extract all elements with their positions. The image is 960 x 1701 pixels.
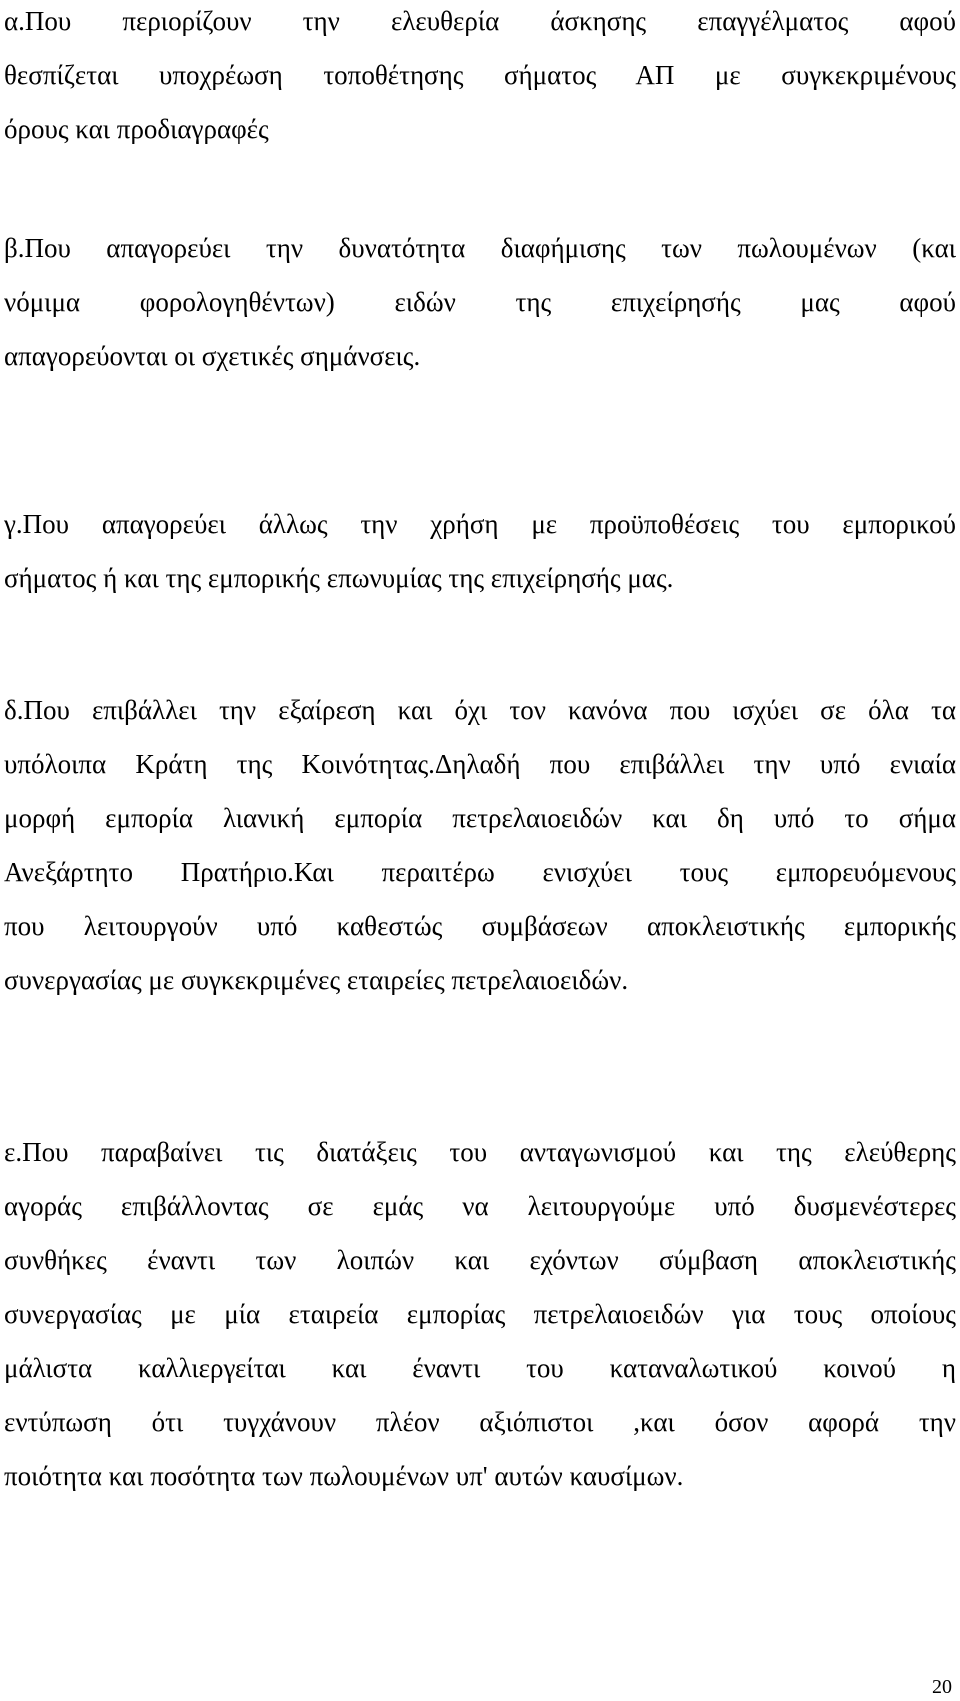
text-line: σήματος ή και της εμπορικής επωνυμίας της επιχείρησής μας. — [4, 563, 674, 593]
text-line: μορφή εμπορία λιανική εμπορία πετρελαιοειδών και δη υπό το σήμα — [4, 803, 956, 833]
text-line: β.Που απαγορεύει την δυνατότητα διαφήμισης των πωλουμένων (και — [4, 233, 956, 263]
paragraph-b — [4, 221, 956, 383]
text-line: γ.Που απαγορεύει άλλως την χρήση με προϋποθέσεις του εμπορικού — [4, 509, 956, 539]
text-line: συνθήκες έναντι των λοιπών και εχόντων σύμβαση αποκλειστικής — [4, 1245, 956, 1275]
paragraph-e — [4, 1125, 956, 1503]
text-line: δ.Που επιβάλλει την εξαίρεση και όχι τον κανόνα που ισχύει σε όλα τα — [4, 695, 956, 725]
paragraph-c — [4, 497, 956, 605]
text-line: εντύπωση ότι τυγχάνουν πλέον αξιόπιστοι ,και όσον αφορά την — [4, 1407, 956, 1437]
paragraph-a — [4, 0, 956, 156]
text-line: ε.Που παραβαίνει τις διατάξεις του ανταγωνισμού και της ελεύθερης — [4, 1137, 956, 1167]
text-line: νόμιμα φορολογηθέντων) ειδών της επιχείρησής μας αφού — [4, 287, 956, 317]
text-line: ποιότητα και ποσότητα των πωλουμένων υπ' αυτών καυσίμων. — [4, 1461, 684, 1491]
text-line: Ανεξάρτητο Πρατήριο.Και περαιτέρω ενισχύει τους εμπορευόμενους — [4, 857, 956, 887]
text-line: απαγορεύονται οι σχετικές σημάνσεις. — [4, 341, 421, 371]
text-line: αγοράς επιβάλλοντας σε εμάς να λειτουργούμε υπό δυσμενέστερες — [4, 1191, 956, 1221]
text-line: συνεργασίας με μία εταιρεία εμπορίας πετρελαιοειδών για τους οποίους — [4, 1299, 956, 1329]
text-line: α.Που περιορίζουν την ελευθερία άσκησης επαγγέλματος αφού — [4, 6, 956, 36]
text-line: που λειτουργούν υπό καθεστώς συμβάσεων αποκλειστικής εμπορικής — [4, 911, 956, 941]
text-line: θεσπίζεται υποχρέωση τοποθέτησης σήματος ΑΠ με συγκεκριμένους — [4, 60, 956, 90]
text-line: όρους και προδιαγραφές — [4, 114, 269, 144]
text-line: συνεργασίας με συγκεκριμένες εταιρείες πετρελαιοειδών. — [4, 965, 629, 995]
page-number: 20 — [932, 1676, 952, 1698]
text-line: μάλιστα καλλιεργείται και έναντι του καταναλωτικού κοινού η — [4, 1353, 956, 1383]
text-line: υπόλοιπα Κράτη της Κοινότητας.Δηλαδή που επιβάλλει την υπό ενιαία — [4, 749, 956, 779]
paragraph-d — [4, 683, 956, 1007]
